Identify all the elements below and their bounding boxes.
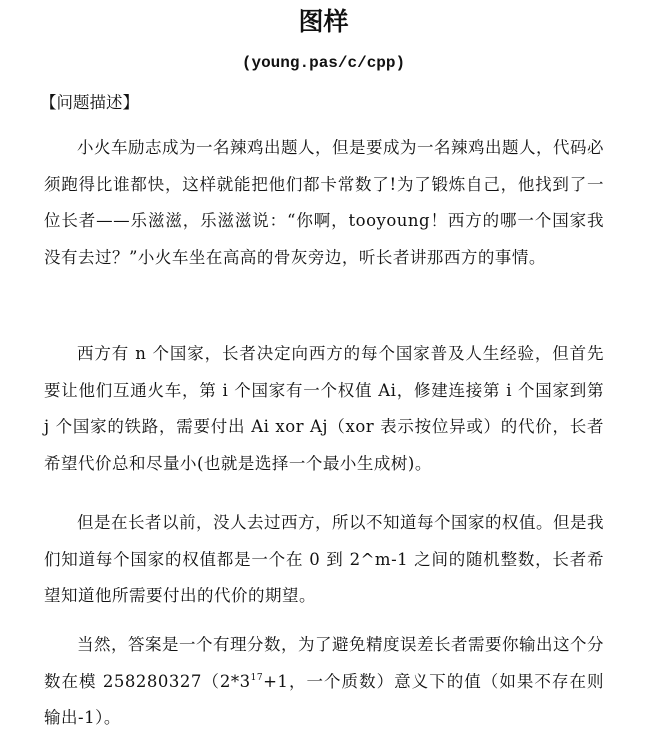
paragraph-random-weights: 但是在长者以前，没人去过西方，所以不知道每个国家的权值。但是我们知道每个国家的权值都是一个在 0 到 2^m-1 之间的随机整数，长者希望知道他所需要付出的代价的期望。 (44, 513, 604, 605)
section-heading-problem-description: 【问题描述】 (40, 93, 139, 112)
paragraph-output-requirement (44, 627, 604, 737)
problem-title: 图样 (298, 7, 349, 36)
modulus-exponent: 17 (250, 672, 264, 683)
paragraph-output-text-after: +1，一个质数）意义下的值（如果不存在则输出-1）。 (44, 671, 604, 727)
paragraph-output-text-before: 当然，答案是一个有理分数，为了避免精度误差长者需要你输出这个分数在模 258280327（2*3 (44, 635, 604, 691)
paragraph-story: 小火车励志成为一名辣鸡出题人，但是要成为一名辣鸡出题人，代码必须跑得比谁都快，这样就能把他们都卡常数了!为了锻炼自己，他找到了一位长者——乐滋滋，乐滋滋说：“你啊，tooyoung！西方的哪一个国家我没有去过？”小火车坐在高高的骨灰旁边，听长者讲那西方的事情。 (44, 138, 604, 267)
paragraph-problem-setup: 西方有 n 个国家，长者决定向西方的每个国家普及人生经验，但首先要让他们互通火车，第 i 个国家有一个权值 Ai，修建连接第 i 个国家到第 j 个国家的铁路，需要付出 Ai xor Aj（xor 表示按位异或）的代价，长者希望代价总和尽量小(也就是选择一个最小生成树)。 (44, 344, 604, 473)
file-names-subtitle: (young.pas/c/cpp) (241, 54, 406, 72)
